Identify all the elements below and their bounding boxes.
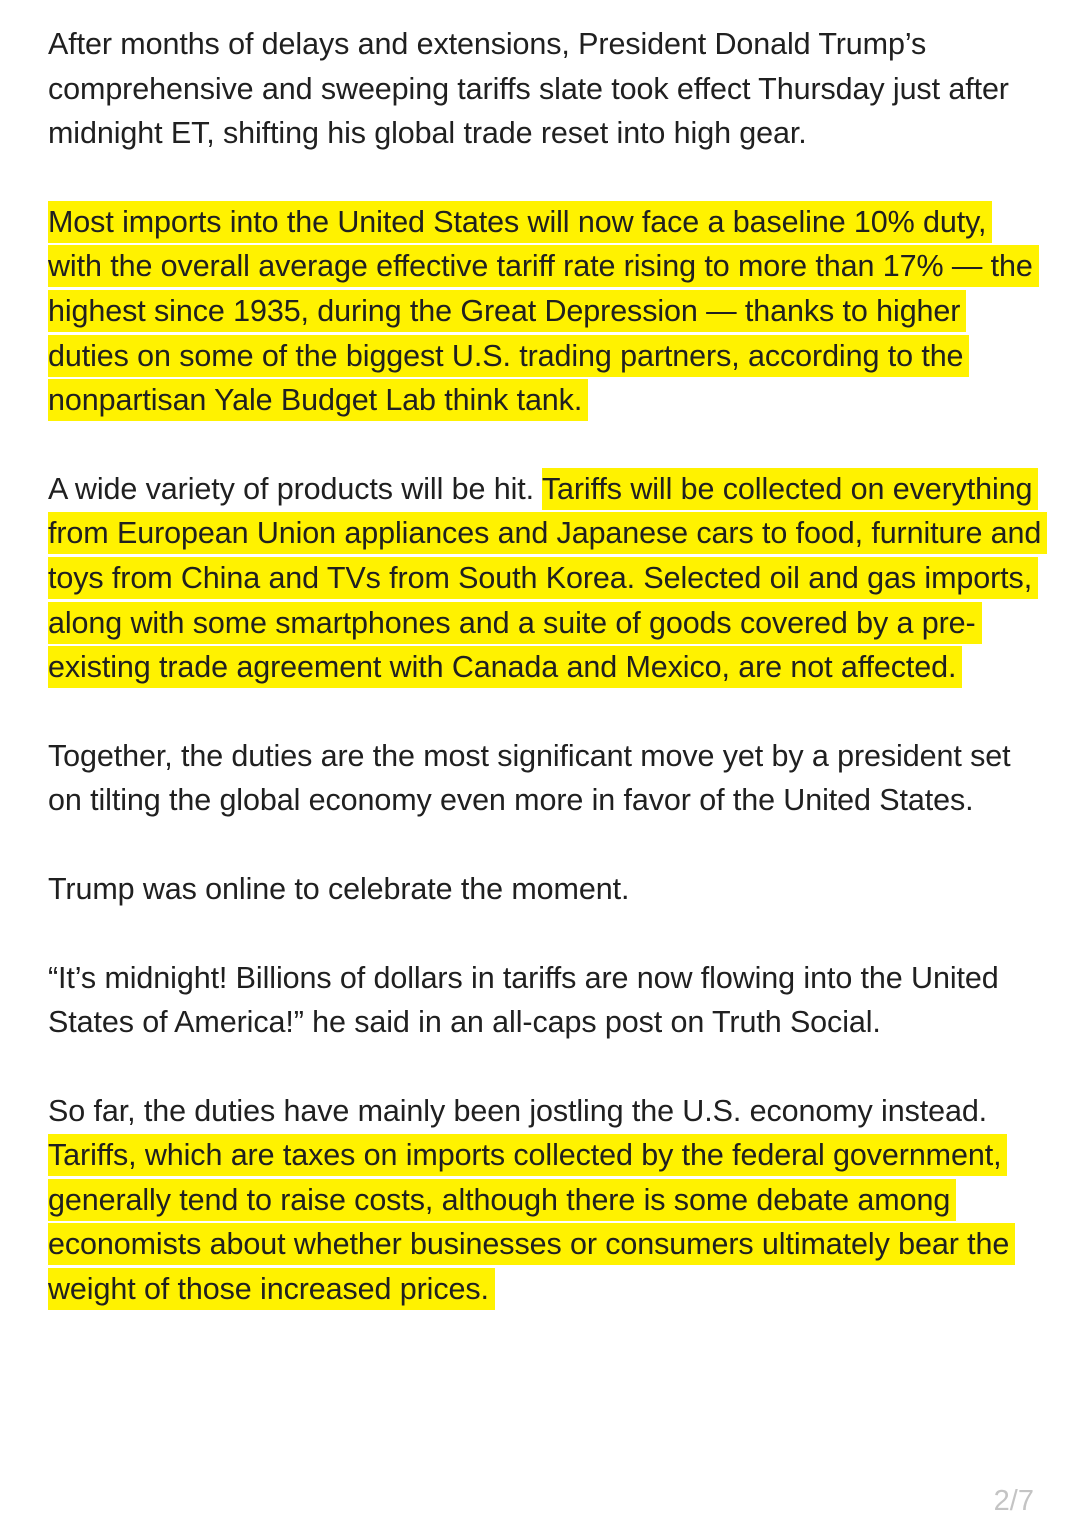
paragraph-text: A wide variety of products will be hit. <box>48 471 542 506</box>
paragraph-text: “It’s midnight! Billions of dollars in tariffs are now flowing into the United States of America!” he said in an all-caps post on Truth Social. <box>48 960 999 1040</box>
paragraph-text: After months of delays and extensions, President Donald Trump’s comprehensive and sweeping tariffs slate took effect Thursday just after midnight ET, shifting his global trade reset into high gear. <box>48 27 1009 151</box>
paragraph-quote <box>48 956 1048 1045</box>
paragraph-products-hit <box>48 467 1048 690</box>
paragraph-text: So far, the duties have mainly been jostling the U.S. economy instead. <box>48 1093 988 1128</box>
article-body <box>48 22 1048 1356</box>
highlighted-text: Most imports into the United States will now face a baseline 10% duty, with the overall average effective tariff rate rising to more than 17% — the highest since 1935, during the Great Depression — thanks to higher duties on some of the biggest U.S. trading partners, according to the nonpartisan Yale Budget Lab think tank. <box>48 201 1039 421</box>
paragraph-economy <box>48 1089 1048 1312</box>
paragraph-text: Together, the duties are the most significant move yet by a president set on tilting the global economy even more in favor of the United States. <box>48 738 1011 818</box>
paragraph-trump-online <box>48 867 1048 912</box>
highlighted-text: Tariffs, which are taxes on imports collected by the federal government, generally tend to raise costs, although there is some debate among economists about whether businesses or consumers ultimately bear the weight of those increased prices. <box>48 1134 1015 1310</box>
paragraph-baseline-duty <box>48 200 1048 423</box>
paragraph-significant-move <box>48 734 1048 823</box>
paragraph-text: Trump was online to celebrate the moment. <box>48 871 630 906</box>
highlighted-text: Tariffs will be collected on everything from European Union appliances and Japanese cars to food, furniture and toys from China and TVs from South Korea. Selected oil and gas imports, along with some smartphones and a suite of goods covered by a pre-existing trade agreement with Canada and Mexico, are not affected. <box>48 468 1047 688</box>
page-indicator: 2/7 <box>993 1485 1034 1517</box>
paragraph-intro <box>48 22 1048 156</box>
